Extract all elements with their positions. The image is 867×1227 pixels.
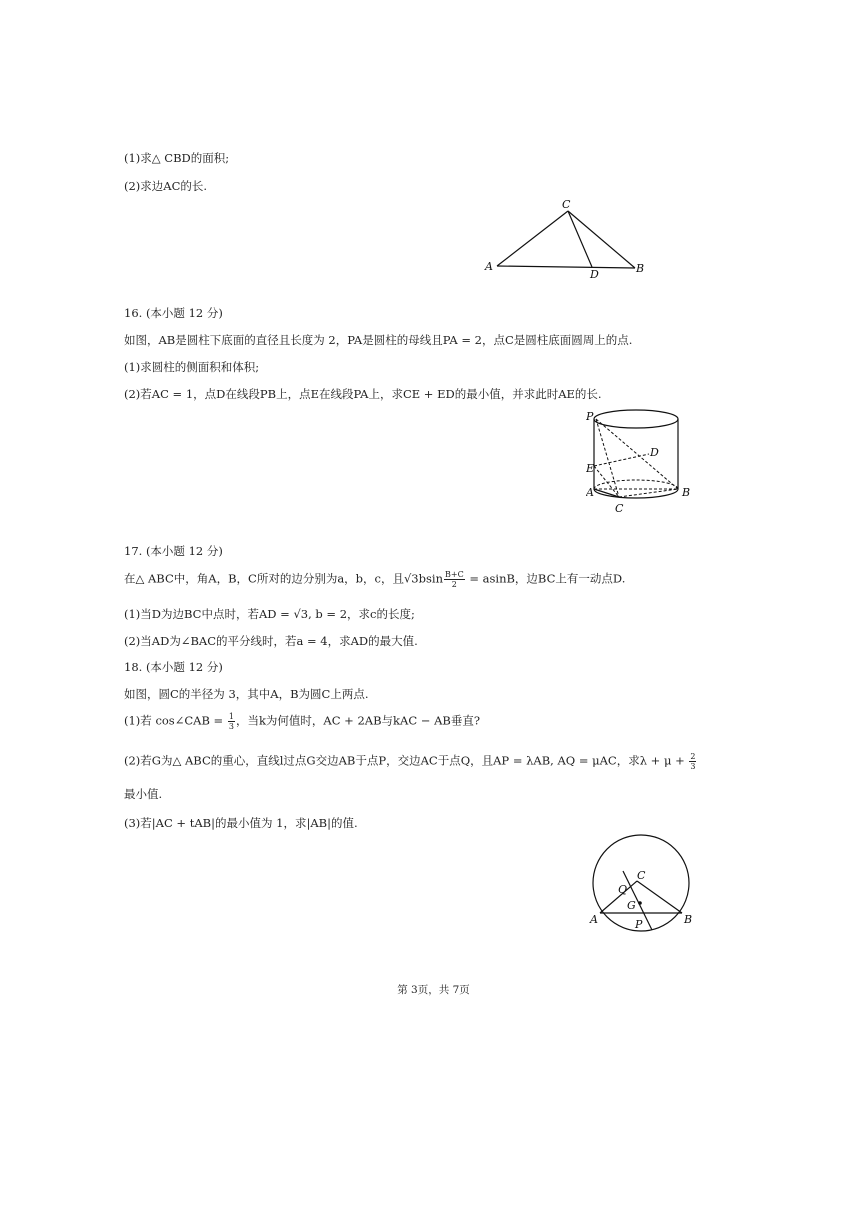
label-a: A [586,486,594,499]
q17-intro: 在△ ABC中，角A，B，C所对的边分别为a，b，c，且√3bsin $\frac{B+C}{2}$ = asinB，边BC上有一动点D. [124,570,626,589]
label-d: D [650,446,659,459]
label-p: P [586,410,594,423]
q18-part1: (1)若 cos∠CAB = $\frac{1}{3}$ ，当k为何值时，AC + 2AB与kAC − AB垂直? [124,712,480,731]
q15-part2: (2)求边AC的长. [124,179,208,193]
q18-header: 18. (本小题 12 分) [124,660,223,674]
q18-intro: 如图，圆C的半径为 3，其中A，B为圆C上两点. [124,687,369,701]
q17-part2: (2)当AD为∠BAC的平分线时，若a = 4，求AD的最大值. [124,634,418,648]
label-c: C [562,198,571,211]
q15-part1: (1)求△ CBD的面积; [124,151,230,165]
label-b: B [636,262,645,275]
label-a: A [590,913,598,926]
cylinder-figure [586,404,696,516]
q16-part1: (1)求圆柱的侧面积和体积; [124,360,260,374]
q18-part3: (3)若|AC + tAB|的最小值为 1，求|AB|的值. [124,816,358,830]
label-p: P [635,918,643,931]
label-q: Q [618,883,628,896]
q17-part1: (1)当D为边BC中点时，若AD = √3, b = 2，求c的长度; [124,607,415,621]
q18-part2-cont: 最小值. [124,787,163,801]
label-e: E [586,462,595,475]
circle-figure [585,833,700,937]
label-a: A [485,260,493,273]
q16-part2: (2)若AC = 1，点D在线段PB上，点E在线段PA上，求CE + ED的最小值，并求此时AE的长. [124,387,602,401]
page-footer: 第 3页，共 7页 [397,984,470,996]
q17-header: 17. (本小题 12 分) [124,544,223,558]
label-b: B [682,486,691,499]
label-c: C [615,502,624,515]
q18-part2: (2)若G为△ ABC的重心，直线l过点G交边AB于点P，交边AC于点Q，且AP = λAB, AQ = μAC，求λ + μ + $\frac{2}{3}$ [124,752,696,771]
q16-intro: 如图，AB是圆柱下底面的直径且长度为 2，PA是圆柱的母线且PA = 2，点C是圆柱底面圆周上的点. [124,333,633,347]
label-b: B [684,913,693,926]
label-g: G [627,899,636,912]
triangle-figure [480,196,650,282]
label-d: D [590,268,599,281]
q16-header: 16. (本小题 12 分) [124,306,223,320]
label-c: C [637,869,646,882]
